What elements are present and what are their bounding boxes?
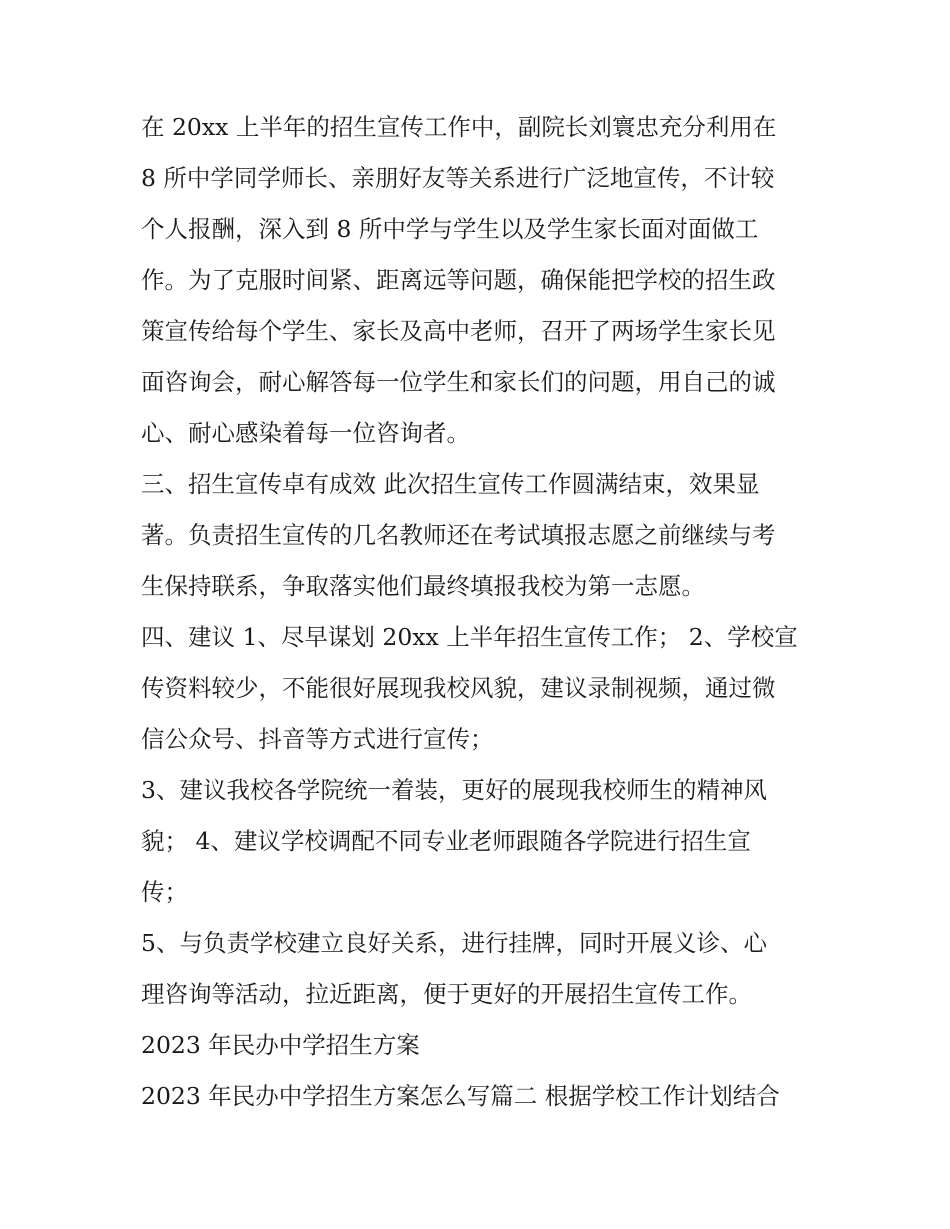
text-line-16: 传； bbox=[141, 878, 188, 906]
text-line-11: 四、建议 1、尽早谋划 20xx 上半年招生宣传工作； 2、学校宣 bbox=[141, 623, 798, 651]
document-body bbox=[141, 102, 821, 1122]
text-line-6: 面咨询会，耐心解答每一位学生和家长们的问题，用自己的诚 bbox=[141, 368, 776, 396]
text-line-1: 在 20xx 上半年的招生宣传工作中，副院长刘寰忠充分利用在 bbox=[141, 113, 777, 141]
text-line-20: 2023 年民办中学招生方案怎么写篇二 根据学校工作计划结合 bbox=[141, 1082, 780, 1110]
section-heading: 2023 年民办中学招生方案 bbox=[141, 1031, 420, 1059]
text-line-9: 著。负责招生宣传的几名教师还在考试填报志愿之前继续与考 bbox=[141, 521, 776, 549]
text-line-14: 3、建议我校各学院统一着装，更好的展现我校师生的精神风 bbox=[141, 776, 767, 804]
text-line-5: 策宣传给每个学生、家长及高中老师，召开了两场学生家长见 bbox=[141, 317, 776, 345]
text-line-13: 信公众号、抖音等方式进行宣传； bbox=[141, 725, 494, 753]
text-line-8: 三、招生宣传卓有成效 此次招生宣传工作圆满结束，效果显 bbox=[141, 470, 760, 498]
text-line-17: 5、与负责学校建立良好关系，进行挂牌，同时开展义诊、心 bbox=[141, 929, 767, 957]
text-line-3: 个人报酬，深入到 8 所中学与学生以及学生家长面对面做工 bbox=[141, 215, 759, 243]
text-line-18: 理咨询等活动，拉近距离，便于更好的开展招生宣传工作。 bbox=[141, 980, 752, 1008]
text-line-10: 生保持联系，争取落实他们最终填报我校为第一志愿。 bbox=[141, 572, 705, 600]
text-line-12: 传资料较少，不能很好展现我校风貌，建议录制视频，通过微 bbox=[141, 674, 776, 702]
text-line-7: 心、耐心感染着每一位咨询者。 bbox=[141, 419, 470, 447]
text-line-15: 貌； 4、建议学校调配不同专业老师跟随各学院进行招生宣 bbox=[141, 827, 751, 855]
text-line-4: 作。为了克服时间紧、距离远等问题，确保能把学校的招生政 bbox=[141, 266, 776, 294]
text-line-2: 8 所中学同学师长、亲朋好友等关系进行广泛地宣传，不计较 bbox=[141, 164, 775, 192]
